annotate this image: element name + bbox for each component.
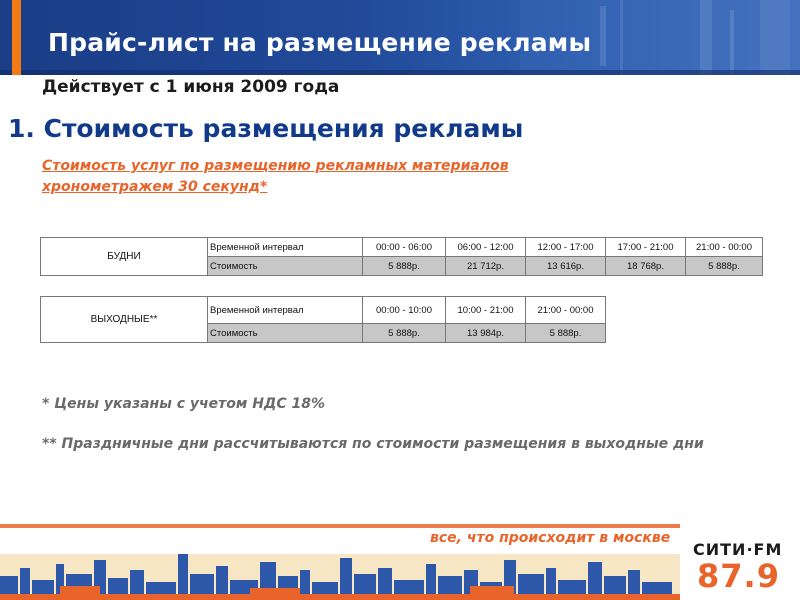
table-row (41, 238, 763, 257)
price-cell: 5 888р. (526, 324, 606, 343)
section-subtitle: Стоимость услуг по размещению рекламных материалов хронометражем 30 секунд* (42, 158, 509, 195)
row-label: Временной интервал (208, 297, 363, 324)
footer-tagline: все, что происходит в москве (430, 530, 671, 546)
interval-cell: 21:00 - 00:00 (526, 297, 606, 324)
valid-from-date: Действует с 1 июня 2009 года (42, 77, 340, 97)
interval-cell: 17:00 - 21:00 (606, 238, 686, 257)
weekdays-price-table (40, 237, 763, 276)
interval-cell: 12:00 - 17:00 (526, 238, 606, 257)
price-cell: 18 768р. (606, 257, 686, 276)
row-label: Стоимость (208, 324, 363, 343)
day-type-label: ВЫХОДНЫЕ** (41, 297, 208, 343)
price-cell: 5 888р. (686, 257, 763, 276)
interval-cell: 00:00 - 10:00 (363, 297, 446, 324)
interval-cell: 06:00 - 12:00 (446, 238, 526, 257)
price-cell: 13 984р. (446, 324, 526, 343)
day-type-label: БУДНИ (41, 238, 208, 276)
row-label: Стоимость (208, 257, 363, 276)
page-title: Прайс-лист на размещение рекламы (48, 28, 592, 57)
vat-note: * Цены указаны с учетом НДС 18% (42, 396, 326, 412)
price-cell: 5 888р. (363, 257, 446, 276)
header-banner (0, 0, 800, 75)
table-row (41, 297, 606, 324)
section-title: 1. Стоимость размещения рекламы (8, 114, 524, 143)
header-accent-stripe (12, 0, 21, 75)
footer (0, 524, 800, 600)
weekends-price-table (40, 296, 606, 343)
row-label: Временной интервал (208, 238, 363, 257)
price-cell: 5 888р. (363, 324, 446, 343)
interval-cell: 21:00 - 00:00 (686, 238, 763, 257)
price-cell: 21 712р. (446, 257, 526, 276)
brand-frequency: 87.9 (697, 557, 780, 595)
price-cell: 13 616р. (526, 257, 606, 276)
interval-cell: 00:00 - 06:00 (363, 238, 446, 257)
holidays-note: ** Праздничные дни рассчитываются по стоимости размещения в выходные дни (42, 436, 704, 452)
interval-cell: 10:00 - 21:00 (446, 297, 526, 324)
brand-logo-text: СИТИ·FM (693, 540, 783, 559)
